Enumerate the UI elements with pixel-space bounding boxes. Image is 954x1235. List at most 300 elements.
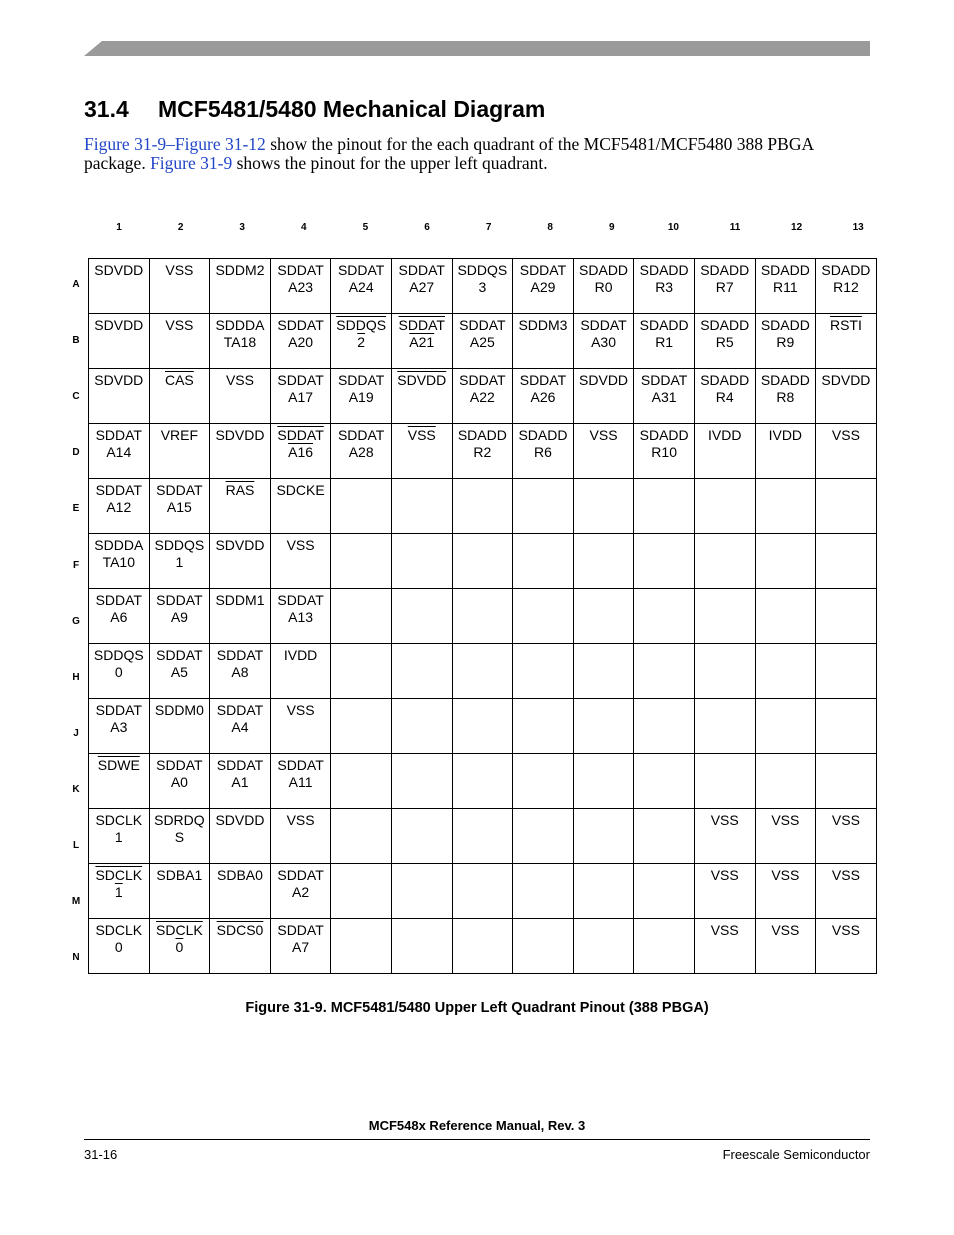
row-header: B <box>72 335 80 347</box>
empty-pin-cell <box>755 699 816 754</box>
pin-label: SDDQS <box>93 647 144 663</box>
empty-pin-cell <box>755 644 816 699</box>
column-header: 7 <box>485 222 492 233</box>
pin-label: $\overline{CAS}$ <box>164 372 194 388</box>
pin-cell <box>89 644 150 699</box>
row-header: F <box>72 559 80 571</box>
pin-label: SDDAT <box>337 427 385 443</box>
pin-label: A0 <box>170 774 188 790</box>
pin-cell <box>816 259 877 314</box>
empty-pin-cell <box>513 644 574 699</box>
empty-pin-cell <box>391 534 452 589</box>
column-header: 11 <box>729 222 741 233</box>
pin-label: 2 <box>357 334 366 350</box>
empty-pin-cell <box>452 644 513 699</box>
pin-cell <box>694 919 755 974</box>
empty-pin-cell <box>452 589 513 644</box>
pin-label: SDDAT <box>519 262 567 278</box>
figure-link[interactable]: Figure 31-9 <box>84 134 167 154</box>
pinout-row <box>89 369 877 424</box>
pin-label: S <box>174 829 185 845</box>
pin-label: VSS <box>165 317 194 333</box>
pin-label: R8 <box>776 389 795 405</box>
row-header: D <box>72 447 80 459</box>
pin-cell <box>210 809 271 864</box>
empty-pin-cell <box>331 479 392 534</box>
empty-pin-cell <box>391 699 452 754</box>
pin-label: SDVDD <box>94 372 144 388</box>
empty-pin-cell <box>331 534 392 589</box>
pin-cell <box>755 259 816 314</box>
pin-label: A29 <box>530 279 556 295</box>
empty-pin-cell <box>694 534 755 589</box>
pinout-row <box>89 479 877 534</box>
footer-rule <box>84 1139 870 1140</box>
pin-label: R2 <box>473 444 492 460</box>
pin-label: R6 <box>534 444 552 460</box>
pin-label: A5 <box>170 664 188 680</box>
pin-cell <box>452 259 513 314</box>
figure-link[interactable]: Figure 31-9 <box>150 153 233 173</box>
page-number: 31-16 <box>84 1147 118 1162</box>
pin-label: A12 <box>106 499 132 515</box>
empty-pin-cell <box>573 919 634 974</box>
pin-label: A25 <box>469 334 495 350</box>
pin-label: SDDAT <box>277 317 324 333</box>
pin-label: VSS <box>286 812 315 828</box>
pin-label: VSS <box>165 262 194 278</box>
pin-label: VSS <box>710 867 739 883</box>
pin-label: TA18 <box>223 334 257 350</box>
pin-label: SDDDA <box>215 317 265 333</box>
pin-cell <box>755 919 816 974</box>
pin-label: VSS <box>286 702 315 718</box>
pin-label: SDADD <box>579 262 629 278</box>
pinout-row <box>89 919 877 974</box>
pin-cell <box>694 369 755 424</box>
pin-label: RSTI <box>829 317 862 333</box>
pin-label: SDVDD <box>215 427 265 443</box>
pin-label: SDVDD <box>94 317 144 333</box>
pin-cell <box>816 809 877 864</box>
pin-label: R12 <box>833 279 859 295</box>
pin-label: R9 <box>776 334 795 350</box>
pin-label: SDDAT <box>277 592 324 608</box>
empty-pin-cell <box>634 534 695 589</box>
pinout-row <box>89 259 877 314</box>
pin-label: A23 <box>288 279 314 295</box>
section-title <box>84 96 545 123</box>
row-header: H <box>72 671 80 683</box>
pin-cell <box>391 424 452 479</box>
empty-pin-cell <box>331 919 392 974</box>
pin-cell <box>89 479 150 534</box>
pin-label: SDDAT <box>337 372 385 388</box>
pin-cell <box>89 369 150 424</box>
column-header: 5 <box>362 222 369 233</box>
pin-label: SDDAT <box>216 702 264 718</box>
pin-label: SDDAT <box>459 317 506 333</box>
pin-cell <box>634 424 695 479</box>
empty-pin-cell <box>634 699 695 754</box>
section-number: 31.4 <box>84 96 129 122</box>
pin-cell <box>149 809 210 864</box>
pinout-row <box>89 809 877 864</box>
pin-cell <box>391 259 452 314</box>
pin-label: SDCS0 <box>216 922 264 938</box>
column-header: 2 <box>177 222 184 233</box>
pin-cell <box>149 259 210 314</box>
pin-cell <box>573 259 634 314</box>
pin-cell <box>210 589 271 644</box>
pin-label: A15 <box>166 499 192 515</box>
pin-label: SDDAT <box>277 867 324 883</box>
pin-cell <box>331 424 392 479</box>
pin-label: A7 <box>292 939 310 955</box>
pin-label: R5 <box>715 334 734 350</box>
pin-label: $\overline{VSS}$ <box>407 427 436 443</box>
pin-cell <box>573 369 634 424</box>
row-header: K <box>72 783 80 795</box>
pin-cell <box>149 699 210 754</box>
pin-cell <box>149 644 210 699</box>
pin-label: VREF <box>160 427 199 443</box>
pin-cell <box>270 754 331 809</box>
empty-pin-cell <box>634 644 695 699</box>
pin-label: 0 <box>114 664 123 680</box>
empty-pin-cell <box>513 534 574 589</box>
pin-label: VSS <box>286 537 315 553</box>
empty-pin-cell <box>755 754 816 809</box>
row-header: N <box>72 952 80 964</box>
empty-pin-cell <box>755 589 816 644</box>
pin-label: SDVDD <box>821 372 871 388</box>
empty-pin-cell <box>634 754 695 809</box>
pin-label: A27 <box>409 279 435 295</box>
empty-pin-cell <box>452 864 513 919</box>
pin-label: VSS <box>831 922 860 938</box>
empty-pin-cell <box>634 919 695 974</box>
pin-cell <box>391 314 452 369</box>
empty-pin-cell <box>694 754 755 809</box>
pin-cell <box>694 259 755 314</box>
pin-label: R1 <box>655 334 674 350</box>
pin-label: SDBA0 <box>217 867 263 883</box>
empty-pin-cell <box>331 699 392 754</box>
pin-cell <box>331 314 392 369</box>
column-header: 12 <box>791 222 803 233</box>
empty-pin-cell <box>573 754 634 809</box>
empty-pin-cell <box>452 754 513 809</box>
pinout-grid <box>88 258 877 974</box>
empty-pin-cell <box>391 919 452 974</box>
figure-link[interactable]: Figure 31-12 <box>174 134 266 154</box>
empty-pin-cell <box>452 809 513 864</box>
pin-label: VSS <box>771 867 800 883</box>
empty-pin-cell <box>513 864 574 919</box>
empty-pin-cell <box>513 919 574 974</box>
pin-label: A30 <box>591 334 616 350</box>
pinout-row <box>89 644 877 699</box>
empty-pin-cell <box>513 479 574 534</box>
pin-label: SDDQS <box>154 537 205 553</box>
pin-label: SDDAT <box>156 592 203 608</box>
pinout-row <box>89 424 877 479</box>
pin-label: SDADD <box>760 262 810 278</box>
pin-label: SDDDA <box>94 537 144 553</box>
pin-cell <box>513 424 574 479</box>
pin-label: IVDD <box>708 427 742 443</box>
pinout-row <box>89 589 877 644</box>
pin-label: R3 <box>655 279 674 295</box>
footer-title: MCF548x Reference Manual, Rev. 3 <box>368 1118 586 1133</box>
pin-cell <box>149 479 210 534</box>
header-bar <box>84 41 870 56</box>
empty-pin-cell <box>634 589 695 644</box>
pin-cell <box>755 314 816 369</box>
pin-label: SDWE <box>97 757 140 773</box>
empty-pin-cell <box>573 809 634 864</box>
pin-cell <box>694 424 755 479</box>
pin-cell <box>270 864 331 919</box>
column-header: 1 <box>116 222 122 233</box>
pin-cell <box>270 479 331 534</box>
pin-label: A21 <box>409 334 435 350</box>
pin-cell <box>270 589 331 644</box>
pin-cell <box>149 589 210 644</box>
pin-label: VSS <box>831 812 860 828</box>
pin-label: SDADD <box>518 427 568 443</box>
pin-label: SDDAT <box>640 372 688 388</box>
pin-label: SDADD <box>700 317 750 333</box>
empty-pin-cell <box>816 644 877 699</box>
pin-label: SDDAT <box>277 922 324 938</box>
pin-cell <box>634 259 695 314</box>
empty-pin-cell <box>452 534 513 589</box>
empty-pin-cell <box>391 644 452 699</box>
empty-pin-cell <box>391 479 452 534</box>
pin-cell <box>89 259 150 314</box>
pin-cell <box>270 644 331 699</box>
pin-label: SDDAT <box>216 757 264 773</box>
pin-label: SDCLK <box>95 812 143 828</box>
pin-cell <box>149 314 210 369</box>
column-header: 10 <box>667 222 679 233</box>
pin-label: SDDAT <box>156 757 203 773</box>
empty-pin-cell <box>816 699 877 754</box>
pin-label: R4 <box>715 389 734 405</box>
row-header: G <box>72 615 80 627</box>
pin-label: R11 <box>773 279 798 295</box>
row-header: M <box>71 896 81 908</box>
empty-pin-cell <box>816 534 877 589</box>
empty-pin-cell <box>391 589 452 644</box>
pinout-row <box>89 864 877 919</box>
pin-cell <box>210 699 271 754</box>
empty-pin-cell <box>452 919 513 974</box>
pin-cell <box>452 424 513 479</box>
pin-cell <box>816 919 877 974</box>
pin-label: TA10 <box>102 554 136 570</box>
empty-pin-cell <box>634 809 695 864</box>
pin-label: SDADD <box>639 427 689 443</box>
pin-label: SDDM2 <box>215 262 265 278</box>
pin-label: A28 <box>348 444 374 460</box>
pin-label: A1 <box>231 774 249 790</box>
pin-cell <box>573 424 634 479</box>
column-header: 13 <box>852 222 864 233</box>
pin-label: A17 <box>288 389 314 405</box>
pin-label: SDDQS <box>336 317 387 333</box>
pin-label: VSS <box>771 922 800 938</box>
pinout-row <box>89 754 877 809</box>
pin-label: VSS <box>710 812 739 828</box>
pin-label: R10 <box>651 444 677 460</box>
pin-label: SDRDQ <box>154 812 205 828</box>
pin-label: 1 <box>114 829 123 845</box>
pin-label: A19 <box>348 389 374 405</box>
pin-cell <box>89 864 150 919</box>
pin-label: SDDAT <box>95 702 142 718</box>
pin-label: VSS <box>225 372 254 388</box>
empty-pin-cell <box>573 644 634 699</box>
pin-cell <box>513 314 574 369</box>
pin-label: SDDAT <box>459 372 506 388</box>
empty-pin-cell <box>513 699 574 754</box>
pin-cell <box>270 369 331 424</box>
row-header: J <box>73 727 79 739</box>
pin-cell <box>452 314 513 369</box>
pin-label: SDADD <box>700 372 750 388</box>
pin-cell <box>270 809 331 864</box>
pin-label: SDDAT <box>519 372 567 388</box>
empty-pin-cell <box>452 479 513 534</box>
pin-cell <box>149 864 210 919</box>
pin-cell <box>816 369 877 424</box>
pin-label: SDDAT <box>580 317 627 333</box>
row-header: A <box>72 279 80 290</box>
pin-cell <box>755 864 816 919</box>
pin-cell <box>270 534 331 589</box>
pin-label: SDADD <box>700 262 750 278</box>
pin-label: SDDAT <box>337 262 385 278</box>
pin-cell <box>513 259 574 314</box>
column-header: 8 <box>547 222 553 233</box>
section-heading: MCF5481/5480 Mechanical Diagram <box>158 96 546 122</box>
pin-cell <box>149 919 210 974</box>
empty-pin-cell <box>331 809 392 864</box>
empty-pin-cell <box>816 479 877 534</box>
pin-label: SDADD <box>821 262 871 278</box>
pin-cell <box>331 369 392 424</box>
empty-pin-cell <box>513 809 574 864</box>
pin-cell <box>270 424 331 479</box>
pin-label: VSS <box>589 427 618 443</box>
empty-pin-cell <box>755 534 816 589</box>
empty-pin-cell <box>816 589 877 644</box>
pin-label: SDCKE <box>276 482 325 498</box>
pin-cell <box>210 259 271 314</box>
pinout-row <box>89 534 877 589</box>
pin-cell <box>210 644 271 699</box>
pin-label: SDVDD <box>94 262 144 278</box>
figure-range-dash[interactable]: – <box>166 134 175 154</box>
pin-label: R0 <box>594 279 613 295</box>
empty-pin-cell <box>513 754 574 809</box>
pin-label: SDDAT <box>398 317 445 333</box>
pin-label: 1 <box>175 554 184 570</box>
pin-cell <box>755 369 816 424</box>
empty-pin-cell <box>694 589 755 644</box>
pin-cell <box>89 424 150 479</box>
pin-cell <box>89 754 150 809</box>
pin-cell <box>89 534 150 589</box>
pin-label: SDDAT <box>277 372 324 388</box>
pin-cell <box>391 369 452 424</box>
row-header: L <box>72 840 80 851</box>
empty-pin-cell <box>513 589 574 644</box>
pin-label: A3 <box>110 719 128 735</box>
empty-pin-cell <box>694 699 755 754</box>
pin-label: A9 <box>170 609 188 625</box>
pin-label: A14 <box>106 444 132 460</box>
pin-cell <box>755 424 816 479</box>
company-name: Freescale Semiconductor <box>722 1147 870 1162</box>
empty-pin-cell <box>755 479 816 534</box>
pin-label: SDVDD <box>215 812 265 828</box>
pin-cell <box>634 369 695 424</box>
pin-label: SDDM1 <box>215 592 265 608</box>
pin-label: SDADD <box>760 317 810 333</box>
pin-label: SDDAT <box>95 592 142 608</box>
column-header: 3 <box>239 222 245 233</box>
pin-label: SDDAT <box>277 262 324 278</box>
empty-pin-cell <box>391 809 452 864</box>
pin-label: SDVDD <box>397 372 447 388</box>
pin-cell <box>816 864 877 919</box>
pin-label: A4 <box>231 719 249 735</box>
pin-cell <box>89 699 150 754</box>
pin-cell <box>694 864 755 919</box>
pin-label: A13 <box>288 609 314 625</box>
empty-pin-cell <box>391 864 452 919</box>
empty-pin-cell <box>331 864 392 919</box>
pin-cell <box>452 369 513 424</box>
pin-label: SDADD <box>457 427 507 443</box>
pin-cell <box>755 809 816 864</box>
empty-pin-cell <box>331 644 392 699</box>
pin-label: A2 <box>292 884 310 900</box>
pin-cell <box>210 479 271 534</box>
column-header: 9 <box>609 222 615 233</box>
pin-label: SDDAT <box>156 647 203 663</box>
empty-pin-cell <box>573 479 634 534</box>
pin-label: SDDAT <box>216 647 264 663</box>
empty-pin-cell <box>634 479 695 534</box>
pin-cell <box>331 259 392 314</box>
pin-cell <box>694 314 755 369</box>
pin-label: SDDAT <box>277 757 324 773</box>
pin-label: SDDAT <box>398 262 445 278</box>
intro-text: shows the pinout for the upper left quadrant. <box>232 153 548 173</box>
pin-cell <box>89 919 150 974</box>
empty-pin-cell <box>573 534 634 589</box>
row-header: E <box>72 503 80 515</box>
pin-cell <box>816 314 877 369</box>
empty-pin-cell <box>573 699 634 754</box>
pin-cell <box>573 314 634 369</box>
column-header: 6 <box>424 222 430 233</box>
